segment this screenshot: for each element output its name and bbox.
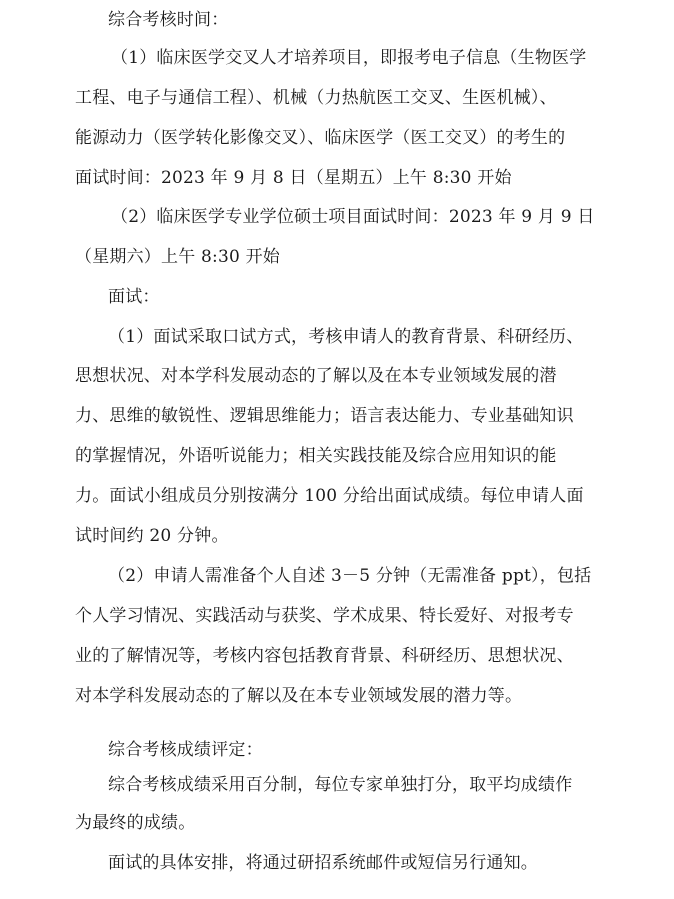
text-line: 力、思维的敏锐性、逻辑思维能力；语言表达能力、专业基础知识	[75, 406, 574, 426]
text-line: 综合考核成绩采用百分制，每位专家单独打分，取平均成绩作	[108, 775, 573, 795]
text-line: 为最终的成绩。	[75, 813, 196, 833]
text-line: 面试时间：2023 年 9 月 8 日（星期五）上午 8:30 开始	[75, 168, 512, 188]
text-line: 面试的具体安排，将通过研招系统邮件或短信另行通知。	[108, 853, 538, 873]
heading-score-evaluation: 综合考核成绩评定：	[108, 740, 263, 760]
text-line: 业的了解情况等，考核内容包括教育背景、科研经历、思想状况、	[75, 646, 574, 666]
text-line: （2）临床医学专业学位硕士项目面试时间：2023 年 9 月 9 日	[111, 207, 595, 227]
text-line: 对本学科发展动态的了解以及在本专业领域发展的潜力等。	[75, 686, 523, 706]
text-line: （1）面试采取口试方式，考核申请人的教育背景、科研经历、	[108, 327, 584, 347]
text-line: 力。面试小组成员分别按满分 100 分给出面试成绩。每位申请人面	[75, 486, 584, 506]
text-line: 工程、电子与通信工程）、机械（力热航医工交叉、生医机械）、	[75, 88, 557, 108]
text-line: 能源动力（医学转化影像交叉）、临床医学（医工交叉）的考生的	[75, 128, 566, 148]
heading-interview: 面试：	[108, 287, 160, 307]
text-line: （2）申请人需准备个人自述 3－5 分钟（无需准备 ppt），包括	[108, 566, 592, 586]
text-line: 试时间约 20 分钟。	[75, 526, 229, 546]
text-line: （星期六）上午 8:30 开始	[75, 247, 280, 267]
heading-exam-time: 综合考核时间：	[108, 10, 229, 30]
text-line: 个人学习情况、实践活动与获奖、学术成果、特长爱好、对报考专	[75, 606, 574, 626]
text-line: （1）临床医学交叉人才培养项目，即报考电子信息（生物医学	[111, 48, 587, 68]
text-line: 的掌握情况，外语听说能力；相关实践技能及综合应用知识的能	[75, 446, 557, 466]
text-line: 思想状况、对本学科发展动态的了解以及在本专业领域发展的潜	[75, 366, 557, 386]
